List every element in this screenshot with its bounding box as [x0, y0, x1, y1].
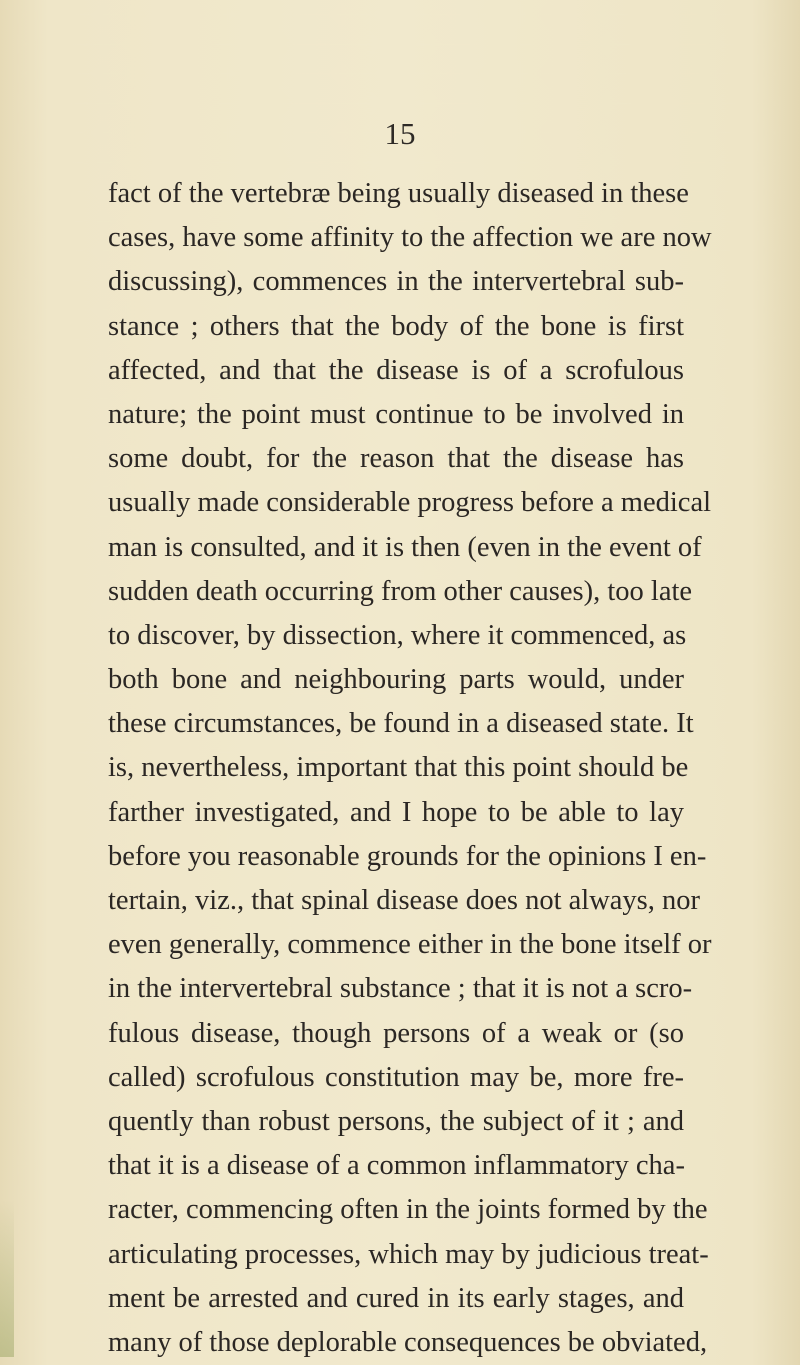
text-line: usually made considerable progress before a medical [108, 487, 712, 519]
text-line: nature; the point must continue to be involved in [108, 398, 684, 430]
text-line: discussing), commences in the intervertebral sub- [108, 266, 684, 298]
text-line: farther investigated, and I hope to be able to lay [108, 796, 684, 828]
text-line: stance ; others that the body of the bone is first [108, 310, 684, 342]
text-line: that it is a disease of a common inflammatory cha- [108, 1150, 685, 1182]
text-line: is, nevertheless, important that this point should be [108, 752, 689, 784]
body-text [108, 172, 712, 1365]
text-line: in the intervertebral substance ; that it is not a scro- [108, 973, 693, 1005]
text-line: to discover, by dissection, where it commenced, as [108, 619, 687, 651]
text-line: man is consulted, and it is then (even in the event of [108, 531, 702, 563]
text-line: many of those deplorable consequences be obviated, [108, 1326, 708, 1358]
text-line: before you reasonable grounds for the opinions I en- [108, 840, 707, 872]
page-number: 15 [384, 116, 416, 151]
text-line: sudden death occurring from other causes), too late [108, 575, 693, 607]
page-edge-shadow [0, 1200, 14, 1357]
text-line: affected, and that the disease is of a scrofulous [108, 354, 684, 386]
text-line: some doubt, for the reason that the disease has [108, 443, 684, 475]
text-line: cases, have some affinity to the affection we are now [108, 222, 712, 254]
text-line: both bone and neighbouring parts would, under [108, 664, 684, 696]
text-line: quently than robust persons, the subject of it ; and [108, 1105, 684, 1137]
text-line: articulating processes, which may by judicious treat- [108, 1238, 709, 1270]
text-line: tertain, viz., that spinal disease does not always, nor [108, 885, 701, 916]
text-line: fulous disease, though persons of a weak or (so [108, 1017, 684, 1049]
text-line: called) scrofulous constitution may be, more fre- [108, 1061, 684, 1093]
text-line: even generally, commence either in the bone itself or [108, 929, 712, 961]
text-line: racter, commencing often in the joints formed by the [108, 1194, 708, 1226]
text-line: ment be arrested and cured in its early stages, and [108, 1282, 684, 1314]
text-line: these circumstances, be found in a diseased state. It [108, 708, 694, 740]
text-line: fact of the vertebræ being usually diseased in these [108, 178, 689, 209]
